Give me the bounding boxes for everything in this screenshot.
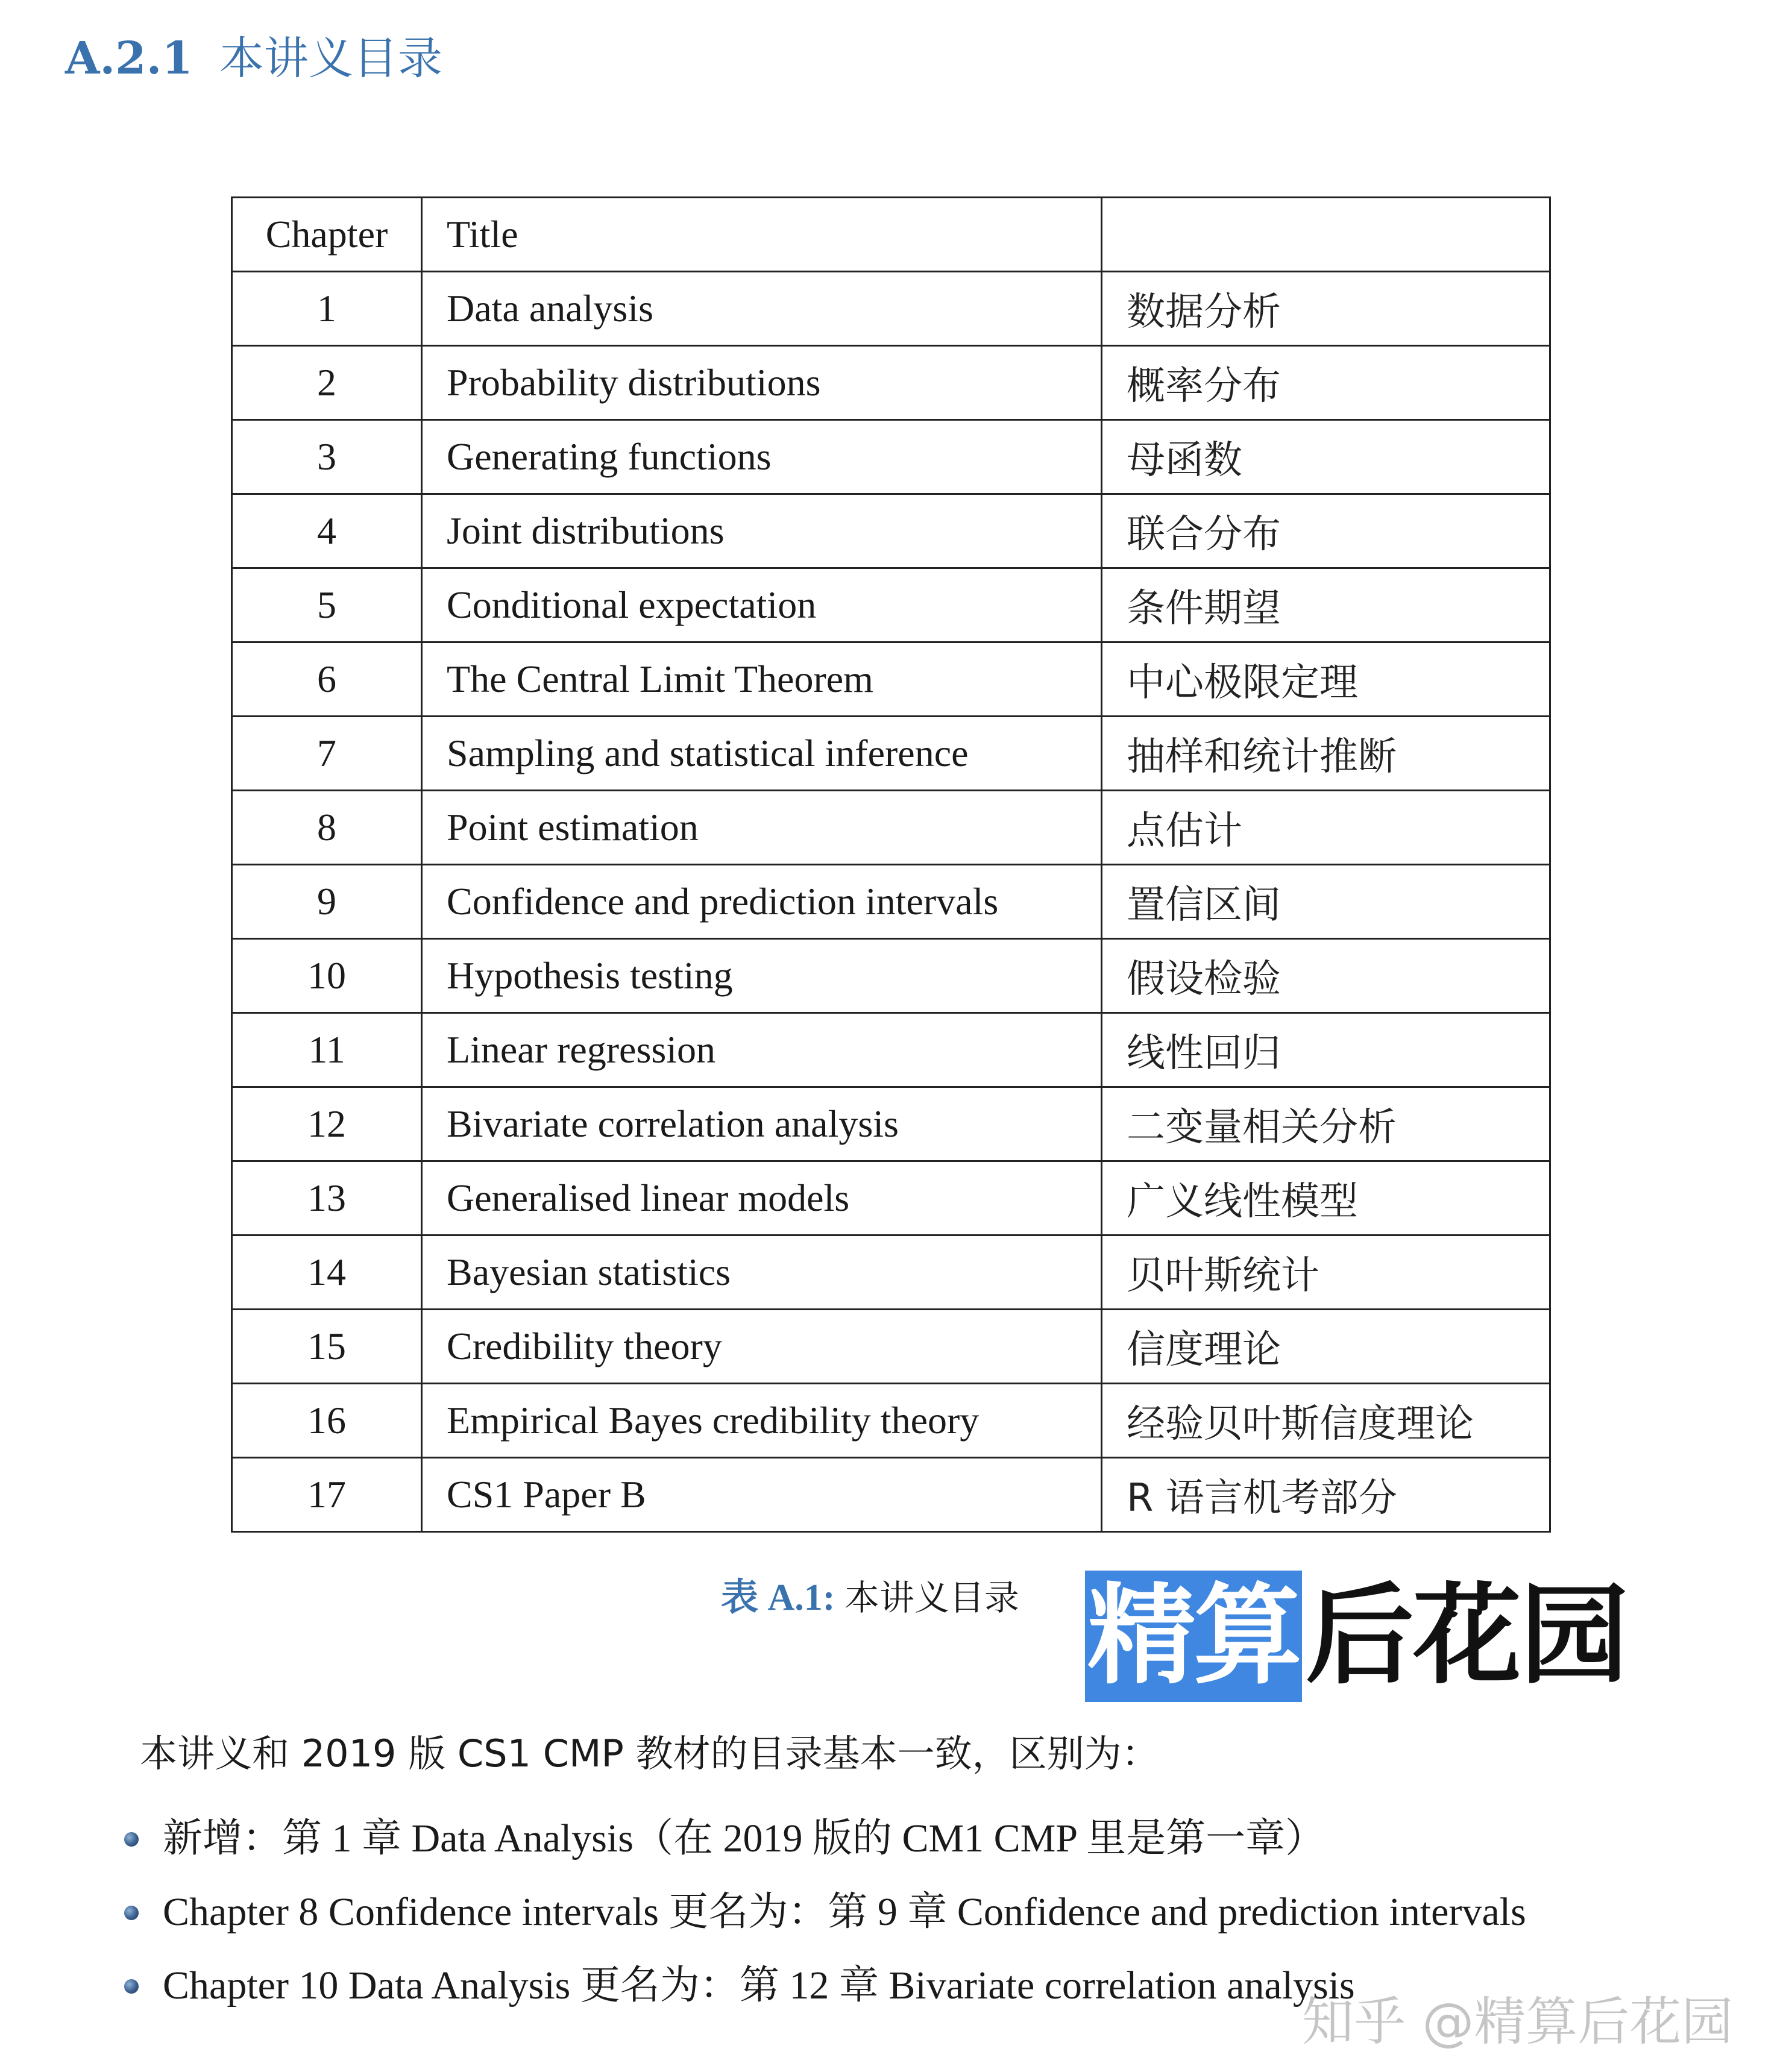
brand-stamp-plain: 后花园 xyxy=(1306,1573,1628,1699)
chapter-title-cell: Sampling and statistical inference xyxy=(422,717,1102,791)
table-row xyxy=(232,346,1550,420)
chapter-number-cell: 3 xyxy=(232,420,422,494)
caption-label: 表 A.1: xyxy=(721,1577,835,1618)
chapter-chinese-cell: 信度理论 xyxy=(1102,1310,1550,1384)
chapter-chinese-cell: 经验贝叶斯信度理论 xyxy=(1102,1384,1550,1458)
chapter-chinese-cell: 广义线性模型 xyxy=(1102,1161,1550,1235)
chapter-number-cell: 1 xyxy=(232,272,422,346)
chapter-number-cell: 2 xyxy=(232,346,422,420)
table-row xyxy=(232,1458,1550,1532)
section-title: 本讲义目录 xyxy=(219,33,442,84)
chapter-title-cell: Probability distributions xyxy=(422,346,1102,420)
chapter-chinese-cell: 置信区间 xyxy=(1102,865,1550,939)
header-chapter: Chapter xyxy=(232,198,422,272)
chapter-title-cell: Data analysis xyxy=(422,272,1102,346)
bullet-icon xyxy=(124,1832,139,1847)
table-row xyxy=(232,568,1550,642)
table-row xyxy=(232,865,1550,939)
chapter-chinese-cell: 线性回归 xyxy=(1102,1013,1550,1087)
difference-text: Chapter 10 Data Analysis 更名为：第 12 章 Bivariate correlation analysis xyxy=(163,1964,1355,2008)
chapter-number-cell: 4 xyxy=(232,494,422,568)
bullet-icon xyxy=(124,1979,139,1994)
chapter-number-cell: 13 xyxy=(232,1161,422,1235)
table-row xyxy=(232,272,1550,346)
list-item xyxy=(121,1876,1526,1949)
caption-text: 本讲义目录 xyxy=(844,1577,1019,1618)
header-chinese xyxy=(1102,198,1550,272)
chapter-title-cell: Generalised linear models xyxy=(422,1161,1102,1235)
chapter-table xyxy=(231,196,1551,1533)
chapter-number-cell: 9 xyxy=(232,865,422,939)
chapter-chinese-cell: 数据分析 xyxy=(1102,272,1550,346)
chapter-title-cell: Bayesian statistics xyxy=(422,1235,1102,1310)
chapter-number-cell: 12 xyxy=(232,1087,422,1161)
chapter-chinese-cell: 点估计 xyxy=(1102,791,1550,865)
chapter-title-cell: Bivariate correlation analysis xyxy=(422,1087,1102,1161)
chapter-title-cell: The Central Limit Theorem xyxy=(422,642,1102,717)
chapter-chinese-cell: 假设检验 xyxy=(1102,939,1550,1013)
chapter-title-cell: Joint distributions xyxy=(422,494,1102,568)
table-row xyxy=(232,791,1550,865)
table-row xyxy=(232,420,1550,494)
chapter-title-cell: Hypothesis testing xyxy=(422,939,1102,1013)
table-header-row xyxy=(232,198,1550,272)
chapter-chinese-cell: 母函数 xyxy=(1102,420,1550,494)
brand-stamp xyxy=(1085,1571,1627,1702)
table-row xyxy=(232,1235,1550,1310)
chapter-number-cell: 16 xyxy=(232,1384,422,1458)
chapter-title-cell: Generating functions xyxy=(422,420,1102,494)
chapter-chinese-cell: 二变量相关分析 xyxy=(1102,1087,1550,1161)
table-caption xyxy=(721,1567,1019,1621)
chapter-number-cell: 5 xyxy=(232,568,422,642)
intro-paragraph: 本讲义和 2019 版 CS1 CMP 教材的目录基本一致，区别为： xyxy=(140,1731,1159,1775)
chapter-number-cell: 7 xyxy=(232,717,422,791)
table-row xyxy=(232,717,1550,791)
chapter-number-cell: 6 xyxy=(232,642,422,717)
chapter-number-cell: 8 xyxy=(232,791,422,865)
table-row xyxy=(232,642,1550,717)
list-item xyxy=(121,1802,1526,1876)
chapter-chinese-cell: 贝叶斯统计 xyxy=(1102,1235,1550,1310)
chapter-number-cell: 10 xyxy=(232,939,422,1013)
difference-text: 新增：第 1 章 Data Analysis（在 2019 版的 CM1 CMP 里是第一章） xyxy=(163,1816,1325,1860)
chapter-title-cell: Conditional expectation xyxy=(422,568,1102,642)
chapter-title-cell: Confidence and prediction intervals xyxy=(422,865,1102,939)
chapter-number-cell: 11 xyxy=(232,1013,422,1087)
chapter-number-cell: 15 xyxy=(232,1310,422,1384)
table-row xyxy=(232,1161,1550,1235)
chapter-chinese-cell: 联合分布 xyxy=(1102,494,1550,568)
chapter-title-cell: Credibility theory xyxy=(422,1310,1102,1384)
chapter-chinese-cell: 条件期望 xyxy=(1102,568,1550,642)
chapter-number-cell: 14 xyxy=(232,1235,422,1310)
bullet-icon xyxy=(124,1906,139,1920)
chapter-number-cell: 17 xyxy=(232,1458,422,1532)
chapter-title-cell: Point estimation xyxy=(422,791,1102,865)
chapter-chinese-cell: R 语言机考部分 xyxy=(1102,1458,1550,1532)
chapter-table-body xyxy=(232,198,1550,1532)
zhihu-watermark: 知乎 @精算后花园 xyxy=(1302,1992,1734,2052)
header-title: Title xyxy=(422,198,1102,272)
section-heading xyxy=(65,23,442,87)
difference-text: Chapter 8 Confidence intervals 更名为：第 9 章 Confidence and prediction intervals xyxy=(163,1890,1526,1934)
chapter-title-cell: Linear regression xyxy=(422,1013,1102,1087)
table-row xyxy=(232,1087,1550,1161)
section-number: A.2.1 xyxy=(65,33,193,84)
chapter-title-cell: CS1 Paper B xyxy=(422,1458,1102,1532)
brand-stamp-highlight: 精算 xyxy=(1085,1571,1302,1702)
table-row xyxy=(232,494,1550,568)
chapter-chinese-cell: 抽样和统计推断 xyxy=(1102,717,1550,791)
chapter-title-cell: Empirical Bayes credibility theory xyxy=(422,1384,1102,1458)
table-row xyxy=(232,939,1550,1013)
table-row xyxy=(232,1310,1550,1384)
table-row xyxy=(232,1384,1550,1458)
chapter-chinese-cell: 中心极限定理 xyxy=(1102,642,1550,717)
chapter-chinese-cell: 概率分布 xyxy=(1102,346,1550,420)
table-row xyxy=(232,1013,1550,1087)
